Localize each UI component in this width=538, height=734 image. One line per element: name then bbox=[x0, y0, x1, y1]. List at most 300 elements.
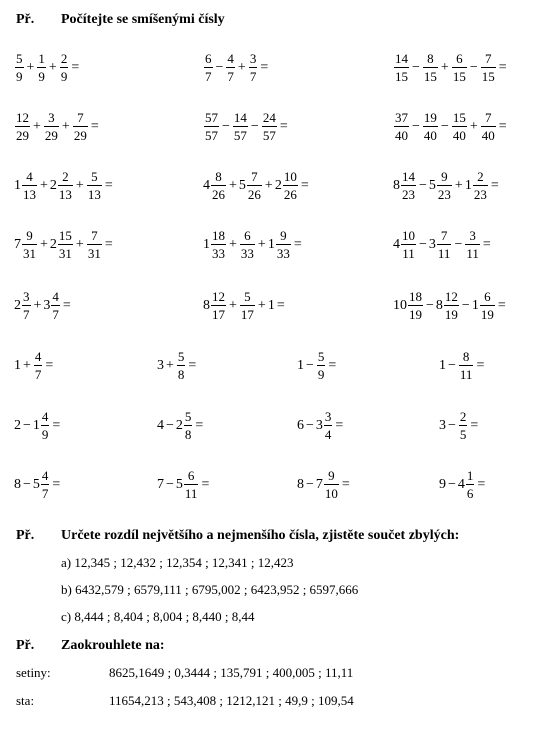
numerator: 1 bbox=[466, 468, 474, 483]
fraction bbox=[41, 469, 50, 500]
numerator: 12 bbox=[16, 110, 29, 125]
denominator: 9 bbox=[60, 69, 68, 84]
denominator: 26 bbox=[212, 187, 225, 202]
operator: − bbox=[23, 417, 31, 433]
fraction bbox=[58, 170, 73, 201]
operator: − bbox=[250, 118, 259, 134]
denominator: 7 bbox=[23, 307, 30, 322]
fraction bbox=[240, 290, 255, 321]
operator: = bbox=[71, 59, 80, 75]
operator: = bbox=[470, 417, 479, 433]
mixed-whole-part: 2 bbox=[175, 417, 183, 433]
numerator: 5 bbox=[184, 409, 192, 424]
operator: + bbox=[61, 118, 70, 134]
operator: + bbox=[23, 357, 31, 373]
exercise-title-3: Zaokrouhlete na: bbox=[61, 638, 165, 653]
expr-r5-c3 bbox=[393, 290, 508, 321]
expr-r8-c4 bbox=[439, 469, 487, 500]
whole-number: 1 bbox=[14, 357, 21, 373]
fraction bbox=[423, 111, 438, 142]
expr-r6-c4 bbox=[439, 350, 486, 381]
numerator: 18 bbox=[212, 228, 225, 243]
mixed-whole-part: 2 bbox=[49, 177, 57, 193]
fraction bbox=[34, 350, 43, 381]
denominator: 9 bbox=[38, 69, 45, 84]
numerator: 7 bbox=[484, 110, 492, 125]
operator: + bbox=[454, 177, 463, 193]
operator: = bbox=[104, 177, 113, 193]
operator: = bbox=[328, 357, 337, 373]
mixed-whole-part: 4 bbox=[203, 177, 210, 193]
operator: − bbox=[461, 297, 470, 313]
mixed-whole-part: 8 bbox=[435, 297, 443, 313]
numerator: 7 bbox=[91, 228, 98, 243]
mixed-whole-part: 7 bbox=[14, 236, 21, 252]
numerator: 3 bbox=[23, 289, 30, 304]
operator: = bbox=[195, 417, 204, 433]
fraction bbox=[394, 111, 409, 142]
numerator: 6 bbox=[205, 51, 212, 66]
expr-r8-c1 bbox=[14, 469, 62, 500]
rounding-label-sta: sta: bbox=[16, 693, 35, 708]
numerator: 5 bbox=[244, 289, 251, 304]
denominator: 11 bbox=[402, 246, 415, 261]
operator: + bbox=[75, 236, 84, 252]
denominator: 23 bbox=[402, 187, 415, 202]
denominator: 5 bbox=[459, 427, 467, 442]
operator: = bbox=[341, 476, 350, 492]
numerator: 8 bbox=[215, 169, 222, 184]
operator: = bbox=[279, 118, 288, 134]
operator: − bbox=[306, 417, 314, 433]
operator: + bbox=[229, 177, 237, 193]
numerator: 12 bbox=[444, 289, 458, 304]
mixed-whole-part: 10 bbox=[393, 297, 407, 313]
mixed-whole-part: 2 bbox=[274, 177, 282, 193]
denominator: 8 bbox=[184, 427, 192, 442]
fraction bbox=[276, 229, 291, 260]
fraction bbox=[226, 52, 235, 83]
operator: − bbox=[23, 476, 31, 492]
expr-r3-c2 bbox=[203, 170, 311, 201]
fraction bbox=[437, 229, 452, 260]
whole-number: 6 bbox=[297, 417, 304, 433]
denominator: 7 bbox=[52, 307, 59, 322]
mixed-whole-part: 2 bbox=[14, 297, 21, 313]
fraction bbox=[41, 410, 50, 441]
exercise-label-1: Př. bbox=[16, 12, 35, 27]
numerator: 5 bbox=[16, 51, 23, 66]
denominator: 9 bbox=[16, 69, 23, 84]
numerator: 37 bbox=[395, 110, 408, 125]
fraction bbox=[481, 52, 496, 83]
denominator: 26 bbox=[247, 187, 261, 202]
denominator: 57 bbox=[205, 128, 218, 143]
operator: − bbox=[412, 59, 420, 75]
whole-number: 9 bbox=[439, 476, 446, 492]
mixed-whole-part: 8 bbox=[393, 177, 400, 193]
fraction bbox=[15, 52, 24, 83]
fraction bbox=[247, 170, 262, 201]
expr-r8-c3 bbox=[297, 469, 352, 500]
whole-number: 1 bbox=[439, 357, 446, 373]
fraction bbox=[423, 52, 438, 83]
fraction bbox=[473, 170, 488, 201]
denominator: 19 bbox=[444, 307, 458, 322]
expr-r2-c1 bbox=[14, 111, 101, 142]
operator: = bbox=[490, 177, 499, 193]
numerator: 4 bbox=[34, 349, 42, 364]
whole-number: 1 bbox=[297, 357, 304, 373]
fraction bbox=[211, 170, 226, 201]
numerator: 2 bbox=[459, 409, 467, 424]
operator: = bbox=[104, 236, 113, 252]
denominator: 31 bbox=[23, 246, 36, 261]
numerator: 57 bbox=[205, 110, 218, 125]
operator: + bbox=[237, 59, 246, 75]
fraction bbox=[459, 410, 468, 441]
numerator: 9 bbox=[441, 169, 448, 184]
denominator: 33 bbox=[240, 246, 254, 261]
denominator: 17 bbox=[240, 307, 254, 322]
fraction bbox=[87, 170, 102, 201]
fraction bbox=[22, 229, 37, 260]
denominator: 33 bbox=[276, 246, 290, 261]
denominator: 31 bbox=[87, 246, 101, 261]
operator: = bbox=[477, 476, 486, 492]
numerator: 9 bbox=[280, 228, 287, 243]
fraction bbox=[437, 170, 452, 201]
denominator: 19 bbox=[480, 307, 494, 322]
rounding-values-sta: 11654,213 ; 543,408 ; 1212,121 ; 49,9 ; 109,54 bbox=[109, 693, 354, 708]
expr-r4-c3 bbox=[393, 229, 493, 260]
operator: = bbox=[52, 417, 61, 433]
fraction bbox=[401, 170, 416, 201]
mixed-whole-part: 1 bbox=[471, 297, 479, 313]
fraction bbox=[401, 229, 416, 260]
operator: − bbox=[215, 59, 224, 75]
numerator: 2 bbox=[60, 51, 68, 66]
numerator: 9 bbox=[26, 228, 33, 243]
numerator: 3 bbox=[469, 228, 476, 243]
denominator: 7 bbox=[34, 367, 42, 382]
numerator: 2 bbox=[62, 169, 69, 184]
numerator: 6 bbox=[456, 51, 463, 66]
fraction bbox=[459, 350, 474, 381]
operator: + bbox=[257, 236, 266, 252]
numerator: 6 bbox=[244, 228, 251, 243]
fraction bbox=[324, 410, 333, 441]
denominator: 7 bbox=[227, 69, 234, 84]
numerator: 4 bbox=[41, 409, 49, 424]
fraction bbox=[184, 410, 193, 441]
fraction bbox=[177, 350, 186, 381]
operator: + bbox=[229, 297, 237, 313]
denominator: 57 bbox=[233, 128, 247, 143]
fraction bbox=[240, 229, 255, 260]
fraction bbox=[324, 469, 339, 500]
fraction bbox=[22, 290, 31, 321]
mixed-whole-part: 5 bbox=[175, 476, 183, 492]
rounding-values-setiny: 8625,1649 ; 0,3444 ; 135,791 ; 400,005 ; 11,11 bbox=[109, 665, 354, 680]
numerator: 24 bbox=[262, 110, 276, 125]
expr-r7-c1 bbox=[14, 410, 62, 441]
mixed-whole-part: 3 bbox=[315, 417, 323, 433]
numerator: 10 bbox=[283, 169, 297, 184]
mixed-whole-part: 1 bbox=[267, 236, 275, 252]
operator: + bbox=[264, 177, 273, 193]
denominator: 23 bbox=[437, 187, 451, 202]
number-list-b: b) 6432,579 ; 6579,111 ; 6795,002 ; 6423,952 ; 6597,666 bbox=[61, 582, 359, 597]
mixed-whole-part: 1 bbox=[203, 236, 210, 252]
operator: + bbox=[48, 59, 57, 75]
numerator: 2 bbox=[477, 169, 484, 184]
mixed-whole-part: 5 bbox=[238, 177, 246, 193]
operator: + bbox=[229, 236, 237, 252]
fraction bbox=[317, 350, 326, 381]
expr-r1-c1 bbox=[14, 52, 81, 83]
denominator: 29 bbox=[73, 128, 87, 143]
operator: − bbox=[306, 476, 314, 492]
operator: + bbox=[33, 297, 42, 313]
mixed-whole-part: 4 bbox=[457, 476, 465, 492]
operator: = bbox=[300, 177, 309, 193]
denominator: 40 bbox=[452, 128, 466, 143]
numerator: 4 bbox=[227, 51, 234, 66]
operator: = bbox=[62, 297, 71, 313]
numerator: 10 bbox=[402, 228, 415, 243]
operator: − bbox=[166, 476, 174, 492]
operator: − bbox=[469, 59, 478, 75]
mixed-whole-part: 3 bbox=[428, 236, 436, 252]
numerator: 7 bbox=[440, 228, 448, 243]
whole-number: 4 bbox=[157, 417, 164, 433]
fraction bbox=[283, 170, 298, 201]
expr-r1-c3 bbox=[393, 52, 509, 83]
operator: + bbox=[75, 177, 84, 193]
numerator: 19 bbox=[423, 110, 437, 125]
denominator: 29 bbox=[16, 128, 29, 143]
denominator: 11 bbox=[459, 367, 473, 382]
denominator: 15 bbox=[423, 69, 437, 84]
denominator: 15 bbox=[481, 69, 495, 84]
expr-r2-c2 bbox=[203, 111, 290, 142]
operator: = bbox=[498, 118, 507, 134]
numerator: 6 bbox=[187, 468, 195, 483]
expr-r6-c3 bbox=[297, 350, 338, 381]
mixed-whole-part: 3 bbox=[43, 297, 51, 313]
denominator: 7 bbox=[205, 69, 212, 84]
fraction bbox=[452, 52, 467, 83]
numerator: 14 bbox=[395, 51, 408, 66]
numerator: 4 bbox=[26, 169, 33, 184]
numerator: 1 bbox=[38, 51, 45, 66]
whole-number: 7 bbox=[157, 476, 164, 492]
numerator: 7 bbox=[77, 110, 84, 125]
denominator: 31 bbox=[58, 246, 72, 261]
denominator: 8 bbox=[177, 367, 185, 382]
operator: = bbox=[188, 357, 197, 373]
operator: = bbox=[52, 476, 61, 492]
operator: = bbox=[335, 417, 344, 433]
operator: + bbox=[257, 297, 266, 313]
numerator: 18 bbox=[409, 289, 422, 304]
number-list-c: c) 8,444 ; 8,404 ; 8,004 ; 8,440 ; 8,44 bbox=[61, 609, 255, 624]
exercise-title-1: Počítejte se smíšenými čísly bbox=[61, 12, 225, 27]
fraction bbox=[481, 111, 496, 142]
denominator: 17 bbox=[212, 307, 225, 322]
operator: + bbox=[440, 59, 449, 75]
fraction bbox=[60, 52, 69, 83]
denominator: 15 bbox=[452, 69, 466, 84]
denominator: 40 bbox=[423, 128, 437, 143]
exercise-label-2: Př. bbox=[16, 528, 35, 543]
number-list-a: a) 12,345 ; 12,432 ; 12,354 ; 12,341 ; 12,423 bbox=[61, 555, 294, 570]
operator: − bbox=[419, 177, 427, 193]
denominator: 11 bbox=[184, 486, 198, 501]
fraction bbox=[408, 290, 423, 321]
denominator: 57 bbox=[262, 128, 276, 143]
rounding-label-setiny: setiny: bbox=[16, 665, 51, 680]
numerator: 4 bbox=[52, 289, 59, 304]
operator: − bbox=[412, 118, 420, 134]
mixed-whole-part: 1 bbox=[464, 177, 472, 193]
expr-r8-c2 bbox=[157, 469, 211, 500]
fraction bbox=[51, 290, 60, 321]
denominator: 13 bbox=[23, 187, 36, 202]
numerator: 14 bbox=[402, 169, 415, 184]
denominator: 40 bbox=[481, 128, 495, 143]
mixed-whole-part: 5 bbox=[32, 476, 40, 492]
operator: − bbox=[440, 118, 449, 134]
numerator: 6 bbox=[484, 289, 491, 304]
expr-r6-c1 bbox=[14, 350, 55, 381]
expr-r4-c1 bbox=[14, 229, 115, 260]
expr-r7-c4 bbox=[439, 410, 480, 441]
numerator: 4 bbox=[41, 468, 49, 483]
denominator: 10 bbox=[324, 486, 338, 501]
operator: + bbox=[40, 236, 48, 252]
denominator: 7 bbox=[249, 69, 257, 84]
operator: − bbox=[419, 236, 427, 252]
denominator: 9 bbox=[317, 367, 325, 382]
operator: − bbox=[166, 417, 174, 433]
mixed-whole-part: 2 bbox=[49, 236, 57, 252]
mixed-whole-part: 1 bbox=[14, 177, 21, 193]
operator: + bbox=[469, 118, 478, 134]
fraction bbox=[465, 229, 480, 260]
numerator: 3 bbox=[48, 110, 55, 125]
fraction bbox=[452, 111, 467, 142]
operator: = bbox=[260, 59, 269, 75]
expr-r7-c2 bbox=[157, 410, 205, 441]
numerator: 5 bbox=[177, 349, 185, 364]
operator: = bbox=[498, 59, 507, 75]
operator: = bbox=[476, 357, 485, 373]
denominator: 7 bbox=[41, 486, 49, 501]
denominator: 23 bbox=[473, 187, 487, 202]
fraction bbox=[262, 111, 277, 142]
operator: − bbox=[306, 357, 314, 373]
numerator: 5 bbox=[91, 169, 98, 184]
numerator: 8 bbox=[427, 51, 434, 66]
expr-r6-c2 bbox=[157, 350, 198, 381]
whole-number: 3 bbox=[439, 417, 446, 433]
denominator: 11 bbox=[437, 246, 451, 261]
fraction bbox=[394, 52, 409, 83]
fraction bbox=[480, 290, 495, 321]
denominator: 6 bbox=[466, 486, 474, 501]
operator: = bbox=[45, 357, 54, 373]
denominator: 40 bbox=[395, 128, 408, 143]
operator: + bbox=[166, 357, 174, 373]
whole-number: 8 bbox=[297, 476, 304, 492]
denominator: 29 bbox=[44, 128, 58, 143]
operator: − bbox=[448, 476, 456, 492]
mixed-whole-part: 1 bbox=[32, 417, 40, 433]
expr-r3-c1 bbox=[14, 170, 115, 201]
denominator: 33 bbox=[212, 246, 225, 261]
expr-r3-c3 bbox=[393, 170, 501, 201]
mixed-whole-part: 7 bbox=[315, 476, 323, 492]
denominator: 4 bbox=[324, 427, 332, 442]
numerator: 3 bbox=[324, 409, 332, 424]
expr-r1-c2 bbox=[203, 52, 270, 83]
exercise-label-3: Př. bbox=[16, 638, 35, 653]
denominator: 19 bbox=[409, 307, 422, 322]
whole-number: 3 bbox=[157, 357, 164, 373]
denominator: 26 bbox=[283, 187, 297, 202]
fraction bbox=[211, 290, 226, 321]
numerator: 9 bbox=[328, 468, 335, 483]
expr-r7-c3 bbox=[297, 410, 345, 441]
whole-number: 8 bbox=[14, 476, 21, 492]
fraction bbox=[37, 52, 46, 83]
expr-r4-c2 bbox=[203, 229, 304, 260]
fraction bbox=[466, 469, 475, 500]
fraction bbox=[44, 111, 59, 142]
numerator: 7 bbox=[484, 51, 492, 66]
expr-r5-c1 bbox=[14, 290, 73, 321]
fraction bbox=[73, 111, 88, 142]
fraction bbox=[204, 52, 213, 83]
operator: − bbox=[448, 417, 456, 433]
expr-r2-c3 bbox=[393, 111, 509, 142]
mixed-whole-part: 5 bbox=[428, 177, 436, 193]
denominator: 11 bbox=[466, 246, 479, 261]
fraction bbox=[249, 52, 258, 83]
fraction bbox=[184, 469, 199, 500]
operator: − bbox=[448, 357, 456, 373]
denominator: 13 bbox=[87, 187, 101, 202]
operator: = bbox=[201, 476, 210, 492]
fraction bbox=[58, 229, 73, 260]
numerator: 3 bbox=[249, 51, 257, 66]
fraction bbox=[204, 111, 219, 142]
operator: − bbox=[222, 118, 230, 134]
numerator: 5 bbox=[317, 349, 325, 364]
operator: = bbox=[276, 297, 285, 313]
operator: − bbox=[426, 297, 434, 313]
fraction bbox=[444, 290, 459, 321]
numerator: 8 bbox=[462, 349, 470, 364]
mixed-whole-part: 8 bbox=[203, 297, 210, 313]
mixed-whole-part: 4 bbox=[393, 236, 400, 252]
numerator: 7 bbox=[251, 169, 258, 184]
fraction bbox=[211, 229, 226, 260]
numerator: 12 bbox=[212, 289, 225, 304]
exercise-title-2: Určete rozdíl největšího a nejmenšího čísla, zjistěte součet zbylých: bbox=[61, 528, 460, 543]
